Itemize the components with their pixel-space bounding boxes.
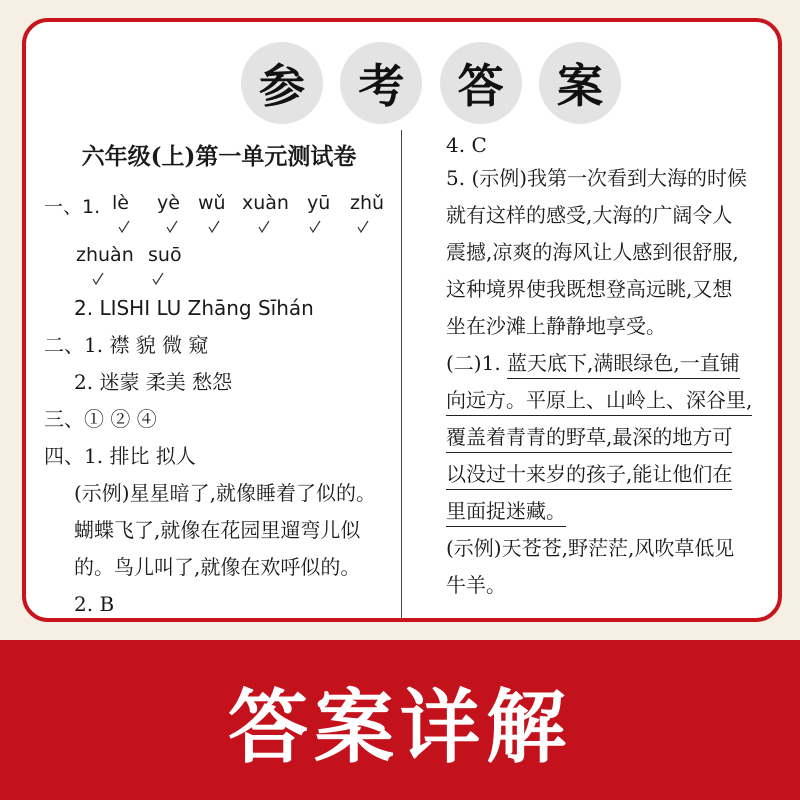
pinyin-item: zhuàn [76,244,134,266]
answer-line: 坐在沙滩上静静地享受。 [446,314,666,338]
answer-line: 四、1. 排比 拟人 [44,444,196,468]
question-1-prefix: 一、1. [44,196,101,218]
answer-line: 震撼,凉爽的海风让人感到很舒服, [446,240,739,264]
pinyin-item: zhǔ [350,192,385,214]
column-divider [401,130,402,620]
answer-line: 二、1. 襟 貌 微 窥 [44,333,209,357]
pinyin-item: xuàn [242,192,289,214]
answer-line: 牛羊。 [446,573,506,597]
answer-line [446,456,778,493]
pinyin-item: wǔ [198,192,226,214]
underlined-text: 以没过十来岁的孩子,能让他们在 [446,459,732,490]
answer-line: 2. 迷蒙 柔美 愁怨 [74,370,233,394]
answer-line: 5. (示例)我第一次看到大海的时候 [446,166,748,190]
right-column [446,130,778,604]
answer-line: (示例)天苍苍,野茫茫,风吹草低见 [446,536,735,560]
part2-prefix: (二)1. [446,351,501,375]
answer-line [446,493,778,530]
underlined-text: 蓝天底下,满眼绿色,一直铺 [507,348,740,379]
underlined-text: 里面捉迷藏。 [446,496,566,527]
underlined-text: 覆盖着青青的野草,最深的地方可 [446,422,732,453]
pinyin-item: yū [307,192,331,214]
answer-line: 的。鸟儿叫了,就像在欢呼似的。 [74,555,361,579]
checkmark-icon [258,220,270,234]
answer-line: 三、① ② ④ [44,407,157,431]
bottom-banner [0,640,800,800]
banner-title: 答案详解 [228,680,572,774]
answer-line: 这种境界使我既想登高远眺,又想 [446,277,733,301]
answer-line: 蝴蝶飞了,就像在花园里遛弯儿似 [74,518,361,542]
checkmark-icon [309,220,321,234]
pinyin-item: suō [148,244,182,266]
title-row [241,42,621,142]
pinyin-item: yè [157,192,180,214]
answer-line: 就有这样的感受,大海的广阔令人 [446,203,733,227]
pinyin-row-2 [44,244,394,290]
section-title: 六年级(上)第一单元测试卷 [81,143,357,170]
checkmark-icon [92,272,104,286]
checkmark-icon [357,220,369,234]
checkmark-icon [152,272,164,286]
answer-line: 4. C [446,133,487,157]
answer-line [446,345,778,382]
answer-line [446,419,778,456]
title-char-1: 参 [241,42,323,124]
title-char-4: 案 [539,42,621,124]
checkmark-icon [208,220,220,234]
answer-line: 2. B [74,592,115,616]
left-column [44,130,394,622]
title-char-3: 答 [440,42,522,124]
checkmark-icon [118,220,130,234]
answer-line [446,382,778,419]
underlined-text: 向远方。平原上、山岭上、深谷里, [446,385,752,416]
answer-card [22,18,782,622]
answer-line: (示例)星星暗了,就像睡着了似的。 [74,481,376,505]
title-char-2: 考 [340,42,422,124]
pinyin-item: lè [112,192,129,214]
pinyin-row-1 [44,184,394,244]
checkmark-icon [166,220,178,234]
answer-line: 2. LISHI LU Zhāng Sīhán [74,296,314,320]
